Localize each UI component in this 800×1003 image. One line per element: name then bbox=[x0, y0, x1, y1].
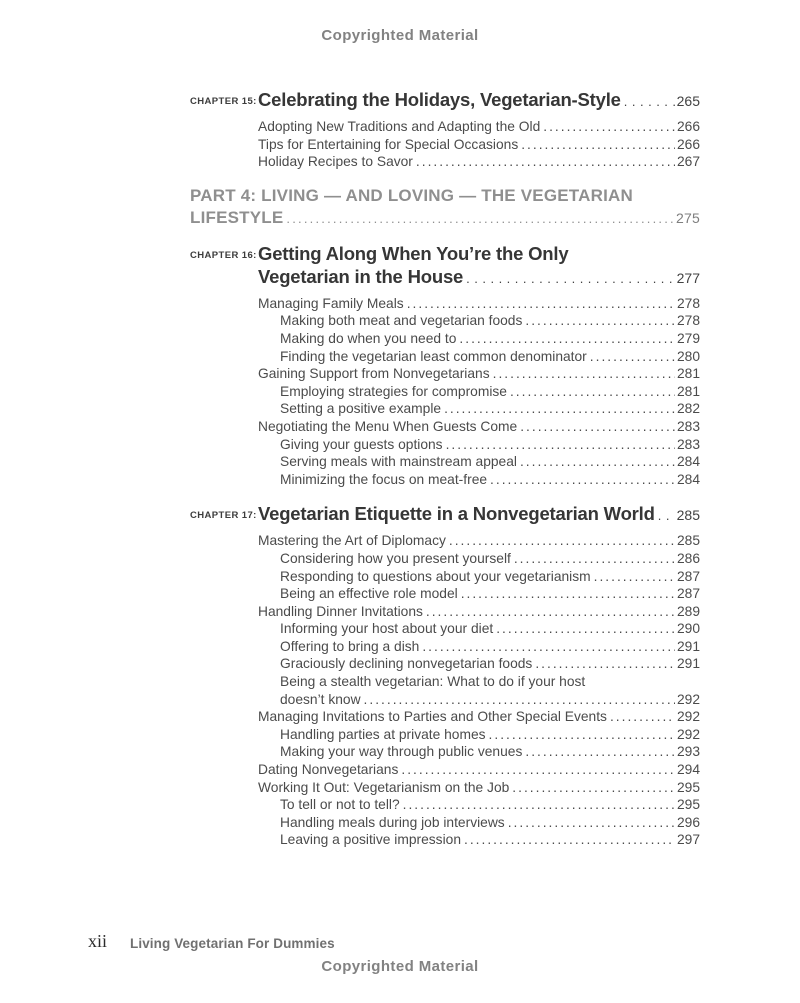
dot-leader bbox=[490, 471, 675, 489]
dot-leader bbox=[446, 436, 675, 454]
toc-entry-text: Setting a positive example bbox=[280, 401, 442, 417]
chapter-title-text: Vegetarian in the House bbox=[258, 265, 464, 287]
entry-page-number: 283 bbox=[676, 436, 700, 452]
toc-entry-text: Managing Family Meals bbox=[258, 295, 404, 311]
toc-entry-text: Responding to questions about your vegetarianism bbox=[280, 568, 591, 584]
chapter-number-label: CHAPTER 17: bbox=[190, 510, 257, 522]
toc-entry-text: doesn’t know bbox=[280, 691, 361, 707]
toc-entry bbox=[280, 400, 700, 418]
dot-leader bbox=[520, 418, 675, 436]
chapter-block bbox=[190, 502, 700, 527]
toc-entry bbox=[280, 743, 700, 761]
entry-page-number: 282 bbox=[676, 401, 700, 417]
dot-leader bbox=[610, 708, 675, 726]
dot-leader bbox=[525, 312, 675, 330]
toc bbox=[190, 88, 700, 849]
toc-entry-text: Considering how you present yourself bbox=[280, 550, 511, 566]
part-heading-text: LIFESTYLE bbox=[190, 207, 284, 227]
toc-entry-text: Working It Out: Vegetarianism on the Job bbox=[258, 779, 510, 795]
toc-entry-text: Leaving a positive impression bbox=[280, 832, 461, 848]
dot-leader bbox=[286, 207, 674, 230]
toc-entry bbox=[258, 365, 700, 383]
footer-page-number: xii bbox=[88, 931, 108, 951]
toc-entry bbox=[280, 348, 700, 366]
chapter-page-number: 285 bbox=[676, 507, 700, 524]
toc-entry bbox=[280, 655, 700, 673]
entry-page-number: 292 bbox=[676, 709, 700, 725]
dot-leader bbox=[521, 136, 675, 154]
toc-entry-text: Graciously declining nonvegetarian foods bbox=[280, 656, 533, 672]
toc-entry bbox=[280, 726, 700, 744]
toc-entries bbox=[190, 532, 700, 849]
entry-page-number: 281 bbox=[676, 366, 700, 382]
toc-entry bbox=[258, 779, 700, 797]
entry-page-number: 290 bbox=[676, 621, 700, 637]
chapter-title-line bbox=[258, 502, 700, 527]
toc-entry-text: Offering to bring a dish bbox=[280, 638, 420, 654]
entry-page-number: 297 bbox=[676, 832, 700, 848]
entry-page-number: 287 bbox=[676, 568, 700, 584]
part-heading-line bbox=[190, 207, 700, 230]
entry-page-number: 266 bbox=[676, 136, 700, 152]
dot-leader bbox=[520, 453, 675, 471]
toc-entry-text: Handling meals during job interviews bbox=[280, 814, 505, 830]
toc-entry bbox=[258, 761, 700, 779]
entry-page-number: 293 bbox=[676, 744, 700, 760]
entry-page-number: 266 bbox=[676, 119, 700, 134]
toc-entry-text: Finding the vegetarian least common denominator bbox=[280, 348, 587, 364]
toc-entry-text: Informing your host about your diet bbox=[280, 621, 494, 637]
toc-entry-text: Adopting New Traditions and Adapting the Old bbox=[258, 119, 541, 134]
bottom-copyright-watermark: Copyrighted Material bbox=[321, 958, 479, 975]
entry-page-number: 291 bbox=[676, 656, 700, 672]
dot-leader bbox=[464, 831, 675, 849]
dot-leader bbox=[444, 400, 675, 418]
footer-book-title: Living Vegetarian For Dummies bbox=[130, 936, 335, 951]
toc-entry-text: Dating Nonvegetarians bbox=[258, 762, 399, 778]
chapter-title-text: Celebrating the Holidays, Vegetarian-Style bbox=[258, 89, 621, 110]
entry-page-number: 292 bbox=[676, 726, 700, 742]
dot-leader bbox=[535, 655, 675, 673]
toc-entry-text: Being a stealth vegetarian: What to do if your host bbox=[280, 674, 586, 690]
toc-entry-text: Making both meat and vegetarian foods bbox=[280, 313, 523, 329]
dot-leader bbox=[496, 620, 675, 638]
toc-entry bbox=[258, 118, 700, 136]
dot-leader bbox=[594, 568, 675, 586]
toc-entries bbox=[190, 118, 700, 171]
chapter-title bbox=[258, 502, 700, 527]
dot-leader bbox=[543, 118, 675, 136]
entry-page-number: 294 bbox=[676, 762, 700, 778]
toc-entry bbox=[280, 673, 700, 691]
dot-leader bbox=[514, 550, 675, 568]
dot-leader bbox=[407, 295, 675, 313]
dot-leader bbox=[512, 779, 675, 797]
entry-page-number: 267 bbox=[676, 154, 700, 170]
dot-leader bbox=[416, 153, 675, 171]
toc-entry-text: Managing Invitations to Parties and Other Special Events bbox=[258, 709, 607, 725]
toc-entry bbox=[258, 708, 700, 726]
dot-leader bbox=[403, 796, 675, 814]
toc-entry-text: Being an effective role model bbox=[280, 586, 458, 602]
dot-leader bbox=[426, 603, 675, 621]
toc-entry bbox=[280, 550, 700, 568]
toc-entry bbox=[280, 471, 700, 489]
toc-entry-text: Serving meals with mainstream appeal bbox=[280, 454, 517, 470]
entry-page-number: 295 bbox=[676, 779, 700, 795]
toc-entry-text: Negotiating the Menu When Guests Come bbox=[258, 418, 518, 434]
entry-page-number: 295 bbox=[676, 797, 700, 813]
dot-leader bbox=[466, 265, 675, 290]
chapter-title-text: Vegetarian Etiquette in a Nonvegetarian World bbox=[258, 503, 655, 525]
dot-leader bbox=[658, 502, 675, 527]
chapter-page-number: 277 bbox=[676, 269, 700, 286]
entry-page-number: 292 bbox=[676, 691, 700, 707]
entry-page-number: 280 bbox=[676, 348, 700, 364]
chapter-title bbox=[258, 242, 700, 290]
part-heading-text: PART 4: LIVING — AND LOVING — THE VEGETARIAN bbox=[190, 185, 633, 205]
toc-entry-text: Holiday Recipes to Savor bbox=[258, 154, 413, 170]
entry-page-number: 278 bbox=[676, 313, 700, 329]
dot-leader bbox=[489, 726, 675, 744]
toc-entry-text: Handling Dinner Invitations bbox=[258, 603, 423, 619]
dot-leader bbox=[624, 88, 675, 113]
entry-page-number: 284 bbox=[676, 471, 700, 487]
entry-page-number: 287 bbox=[676, 586, 700, 602]
chapter-number-label: CHAPTER 16: bbox=[190, 249, 257, 261]
chapter-page-number: 265 bbox=[676, 93, 700, 109]
dot-leader bbox=[508, 814, 675, 832]
toc-entry bbox=[280, 383, 700, 401]
dot-leader bbox=[510, 383, 675, 401]
toc-entry bbox=[258, 532, 700, 550]
toc-entry-text: To tell or not to tell? bbox=[280, 797, 400, 813]
dot-leader bbox=[525, 743, 675, 761]
dot-leader bbox=[422, 638, 675, 656]
entry-page-number: 281 bbox=[676, 383, 700, 399]
dot-leader bbox=[461, 585, 675, 603]
dot-leader bbox=[449, 532, 675, 550]
chapter-title bbox=[258, 88, 700, 113]
toc-entry-text: Mastering the Art of Diplomacy bbox=[258, 533, 446, 549]
part-heading bbox=[190, 185, 700, 230]
dot-leader bbox=[401, 761, 675, 779]
dot-leader bbox=[590, 348, 675, 366]
toc-entry bbox=[280, 831, 700, 849]
entry-page-number: 286 bbox=[676, 550, 700, 566]
toc-entry-text: Minimizing the focus on meat-free bbox=[280, 471, 488, 487]
chapter-title-text: Getting Along When You’re the Only bbox=[258, 242, 569, 264]
toc-entry-text: Giving your guests options bbox=[280, 436, 443, 452]
chapter-number-label: CHAPTER 15: bbox=[190, 96, 257, 107]
dot-leader bbox=[364, 691, 675, 709]
entry-page-number: 283 bbox=[676, 418, 700, 434]
toc-entry bbox=[280, 796, 700, 814]
chapter-title-line bbox=[258, 242, 700, 265]
toc-entry bbox=[258, 418, 700, 436]
entry-page-number: 289 bbox=[676, 603, 700, 619]
toc-entry bbox=[280, 814, 700, 832]
toc-entry bbox=[280, 620, 700, 638]
part-page-number: 275 bbox=[676, 209, 700, 226]
chapter-title-line bbox=[258, 88, 700, 113]
entry-page-number: 279 bbox=[676, 330, 700, 346]
part-heading-line bbox=[190, 185, 700, 207]
toc-entry bbox=[280, 638, 700, 656]
toc-entry bbox=[280, 585, 700, 603]
entry-page-number: 284 bbox=[676, 454, 700, 470]
toc-entry bbox=[280, 453, 700, 471]
top-copyright-watermark: Copyrighted Material bbox=[321, 27, 479, 44]
dot-leader bbox=[459, 330, 675, 348]
toc-entry-text: Tips for Entertaining for Special Occasions bbox=[258, 136, 519, 152]
toc-entry bbox=[258, 136, 700, 154]
entry-page-number: 278 bbox=[676, 295, 700, 311]
toc-entries bbox=[190, 295, 700, 489]
toc-entry bbox=[280, 330, 700, 348]
chapter-title-line bbox=[258, 265, 700, 290]
chapter-block bbox=[190, 88, 700, 113]
toc-entry bbox=[258, 295, 700, 313]
entry-page-number: 285 bbox=[676, 533, 700, 549]
toc-entry-text: Employing strategies for compromise bbox=[280, 383, 507, 399]
toc-entry bbox=[258, 153, 700, 171]
toc-entry bbox=[280, 568, 700, 586]
toc-entry-text: Gaining Support from Nonvegetarians bbox=[258, 366, 490, 382]
entry-page-number: 291 bbox=[676, 638, 700, 654]
dot-leader bbox=[493, 365, 675, 383]
toc-entry-text: Handling parties at private homes bbox=[280, 726, 486, 742]
toc-entry bbox=[280, 436, 700, 454]
toc-entry bbox=[280, 312, 700, 330]
toc-entry-text: Making do when you need to bbox=[280, 330, 457, 346]
entry-page-number: 296 bbox=[676, 814, 700, 830]
toc-entry bbox=[280, 691, 700, 709]
toc-entry-text: Making your way through public venues bbox=[280, 744, 523, 760]
chapter-block bbox=[190, 242, 700, 290]
toc-entry bbox=[258, 603, 700, 621]
